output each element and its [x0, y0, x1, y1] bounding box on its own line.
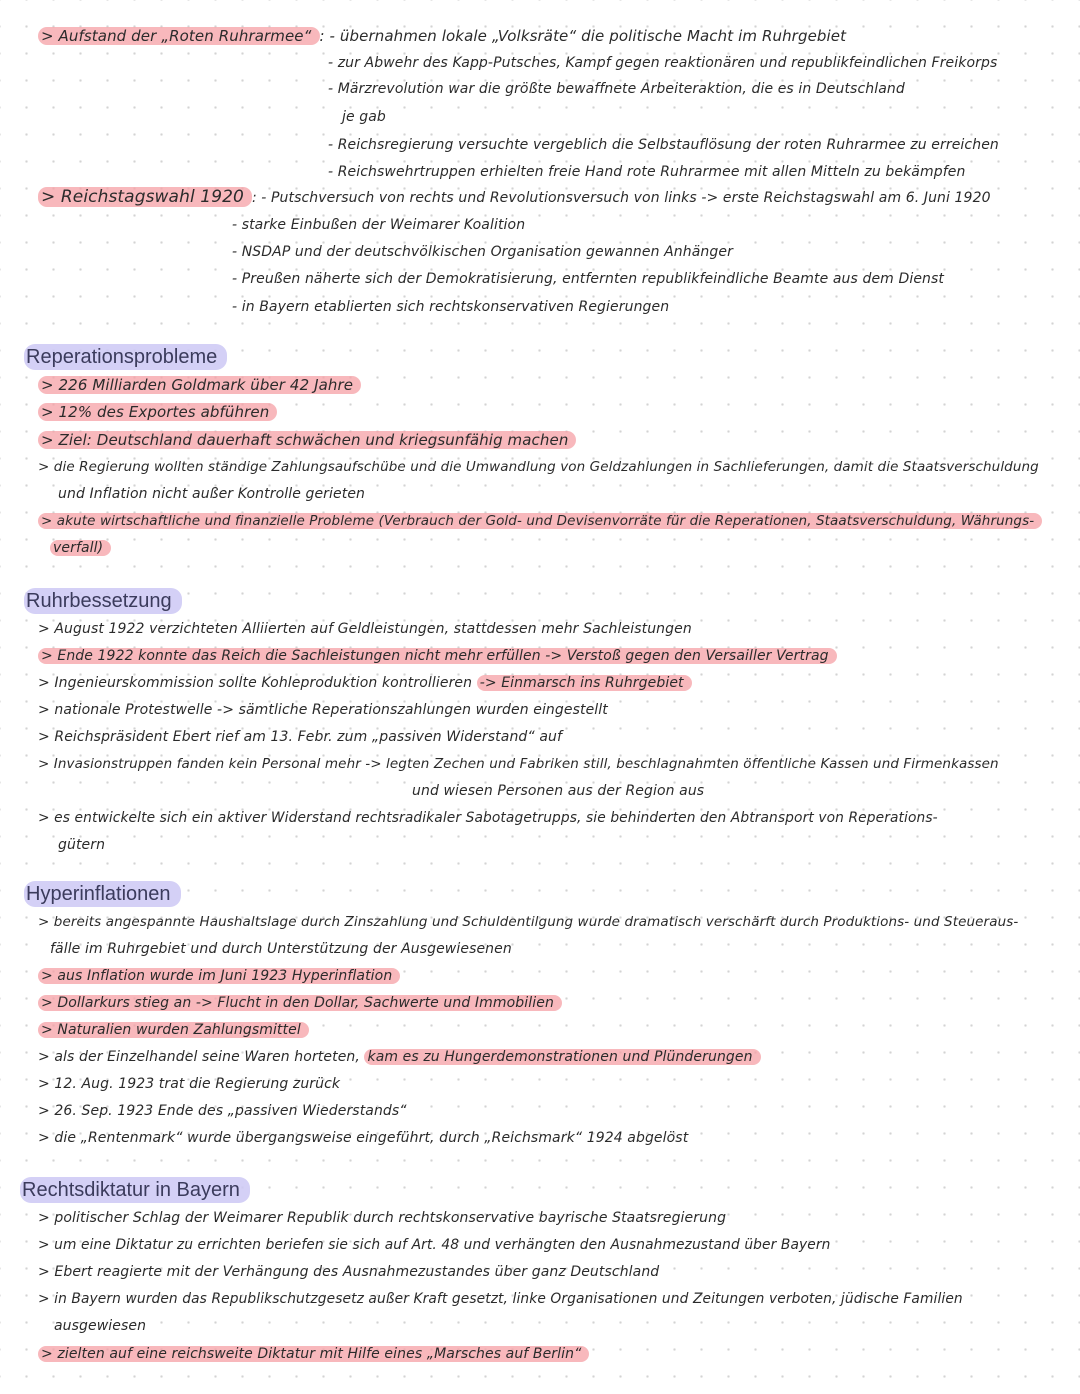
reichstagswahl-text-1: : - Putschversuch von rechts und Revolutionsversuch von links -> erste Reichstagswahl am 6. Juni 1920	[251, 190, 991, 206]
hyper-item-2: > aus Inflation wurde im Juni 1923 Hyperinflation	[38, 965, 400, 987]
aufstand-text-2: - zur Abwehr des Kapp-Putsches, Kampf gegen reaktionären und republikfeindlichen Freikorps	[328, 55, 998, 71]
hyper-item-5: > als der Einzelhandel seine Waren horteten, kam es zu Hungerdemonstrationen und Plünderungen	[38, 1046, 761, 1068]
hyper-item-8: > die „Rentenmark“ wurde übergangsweise eingeführt, durch „Reichsmark“ 1924 abgelöst	[38, 1130, 689, 1146]
ruhr-item-7b: gütern	[58, 837, 106, 853]
aufstand-text-6: - Reichswehrtruppen erhielten freie Hand rote Ruhrarmee mit allen Mitteln zu bekämpfen	[328, 164, 966, 180]
hyper-item-1b: fälle im Ruhrgebiet und durch Unterstützung der Ausgewiesenen	[50, 941, 512, 957]
hyper-item-1a: > bereits angespannte Haushaltslage durch Zinszahlung und Schuldentilgung wurde dramatisch verschärft durch Produktions- und Steueraus-	[38, 914, 1019, 930]
heading-hyperinflationen: Hyperinflationen	[24, 881, 181, 907]
ruhr-item-1: > August 1922 verzichteten Alliierten auf Geldleistungen, stattdessen mehr Sachleistungen	[38, 621, 692, 637]
reichstagswahl-text-3: - NSDAP und der deutschvölkischen Organisation gewannen Anhänger	[232, 244, 733, 260]
aufstand-label: > Aufstand der „Roten Ruhrarmee“	[38, 27, 320, 45]
reichstagswahl-text-2: - starke Einbußen der Weimarer Koalition	[232, 217, 526, 233]
heading-ruhrbesetzung: Ruhrbessetzung	[24, 588, 182, 614]
bayern-item-1: > politischer Schlag der Weimarer Republik durch rechtskonservative bayrische Staatsregierung	[38, 1210, 727, 1226]
aufstand-line	[38, 25, 846, 47]
ruhr-item-6a: > Invasionstruppen fanden kein Personal mehr -> legten Zechen und Fabriken still, beschlagnahmten öffentliche Kassen und Firmenkassen	[38, 756, 999, 772]
ruhr-item-5: > Reichspräsident Ebert rief am 13. Febr. zum „passiven Widerstand“ auf	[38, 729, 562, 745]
ruhr-item-2: > Ende 1922 konnte das Reich die Sachleistungen nicht mehr erfüllen -> Verstoß gegen den Versailler Vertrag	[38, 645, 837, 667]
reichstagswahl-label: > Reichstagswahl 1920	[38, 187, 252, 207]
hyper-item-4: > Naturalien wurden Zahlungsmittel	[38, 1019, 309, 1041]
reichstagswahl-text-5: - in Bayern etablierten sich rechtskonservativen Regierungen	[232, 299, 670, 315]
reparation-item-2: > 12% des Exportes abführen	[38, 401, 277, 423]
bayern-item-3: > Ebert reagierte mit der Verhängung des Ausnahmezustandes über ganz Deutschland	[38, 1264, 660, 1280]
aufstand-text-5: - Reichsregierung versuchte vergeblich die Selbstauflösung der roten Ruhrarmee zu erreichen	[328, 137, 999, 153]
reichstagswahl-line	[38, 186, 991, 209]
ruhr-item-6b: und wiesen Personen aus der Region aus	[412, 783, 705, 799]
reichstagswahl-text-4: - Preußen näherte sich der Demokratisierung, entfernten republikfeindliche Beamte aus dem Dienst	[232, 271, 944, 287]
hyper-item-7: > 26. Sep. 1923 Ende des „passiven Wiederstands“	[38, 1103, 407, 1119]
heading-rechtsdiktatur-bayern: Rechtsdiktatur in Bayern	[20, 1177, 250, 1203]
reparation-item-3: > Ziel: Deutschland dauerhaft schwächen und kriegsunfähig machen	[38, 429, 576, 451]
reparation-item-1: > 226 Milliarden Goldmark über 42 Jahre	[38, 374, 361, 396]
bayern-item-4b: ausgewiesen	[54, 1318, 147, 1334]
ruhr-item-7a: > es entwickelte sich ein aktiver Widerstand rechtsradikaler Sabotagetrupps, sie behinderten den Abtransport von Reperations-	[38, 810, 938, 826]
reparation-item-5b: verfall)	[50, 537, 111, 559]
bayern-item-4a: > in Bayern wurden das Republikschutzgesetz außer Kraft gesetzt, linke Organisationen und Zeitungen verboten, jüdische Familien	[38, 1291, 963, 1307]
ruhr-item-3: > Ingenieurskommission sollte Kohleproduktion kontrollieren -> Einmarsch ins Ruhrgebiet	[38, 672, 692, 694]
aufstand-text-4: je gab	[342, 109, 386, 125]
bayern-item-2: > um eine Diktatur zu errichten beriefen sie sich auf Art. 48 und verhängten den Ausnahmezustand über Bayern	[38, 1237, 831, 1253]
bayern-item-5: > zielten auf eine reichsweite Diktatur mit Hilfe eines „Marsches auf Berlin“	[38, 1343, 589, 1365]
reparation-item-4a: > die Regierung wollten ständige Zahlungsaufschübe und die Umwandlung von Geldzahlungen in Sachlieferungen, damit die Staatsverschuldung	[38, 459, 1039, 475]
ruhr-item-4: > nationale Protestwelle -> sämtliche Reperationszahlungen wurden eingestellt	[38, 702, 608, 718]
hyper-item-6: > 12. Aug. 1923 trat die Regierung zurück	[38, 1076, 341, 1092]
heading-reparationsprobleme: Reperationsprobleme	[24, 344, 227, 370]
reparation-item-5a: > akute wirtschaftliche und finanzielle Probleme (Verbrauch der Gold- und Devisenvorräte für die Reperationen, Staatsverschuldung, Währungs-	[38, 510, 1042, 532]
hyper-item-3: > Dollarkurs stieg an -> Flucht in den Dollar, Sachwerte und Immobilien	[38, 992, 562, 1014]
aufstand-text-1: : - übernahmen lokale „Volksräte“ die politische Macht im Ruhrgebiet	[319, 27, 847, 45]
reparation-item-4b: und Inflation nicht außer Kontrolle gerieten	[58, 486, 366, 502]
aufstand-text-3: - Märzrevolution war die größte bewaffnete Arbeiteraktion, die es in Deutschland	[328, 81, 905, 97]
